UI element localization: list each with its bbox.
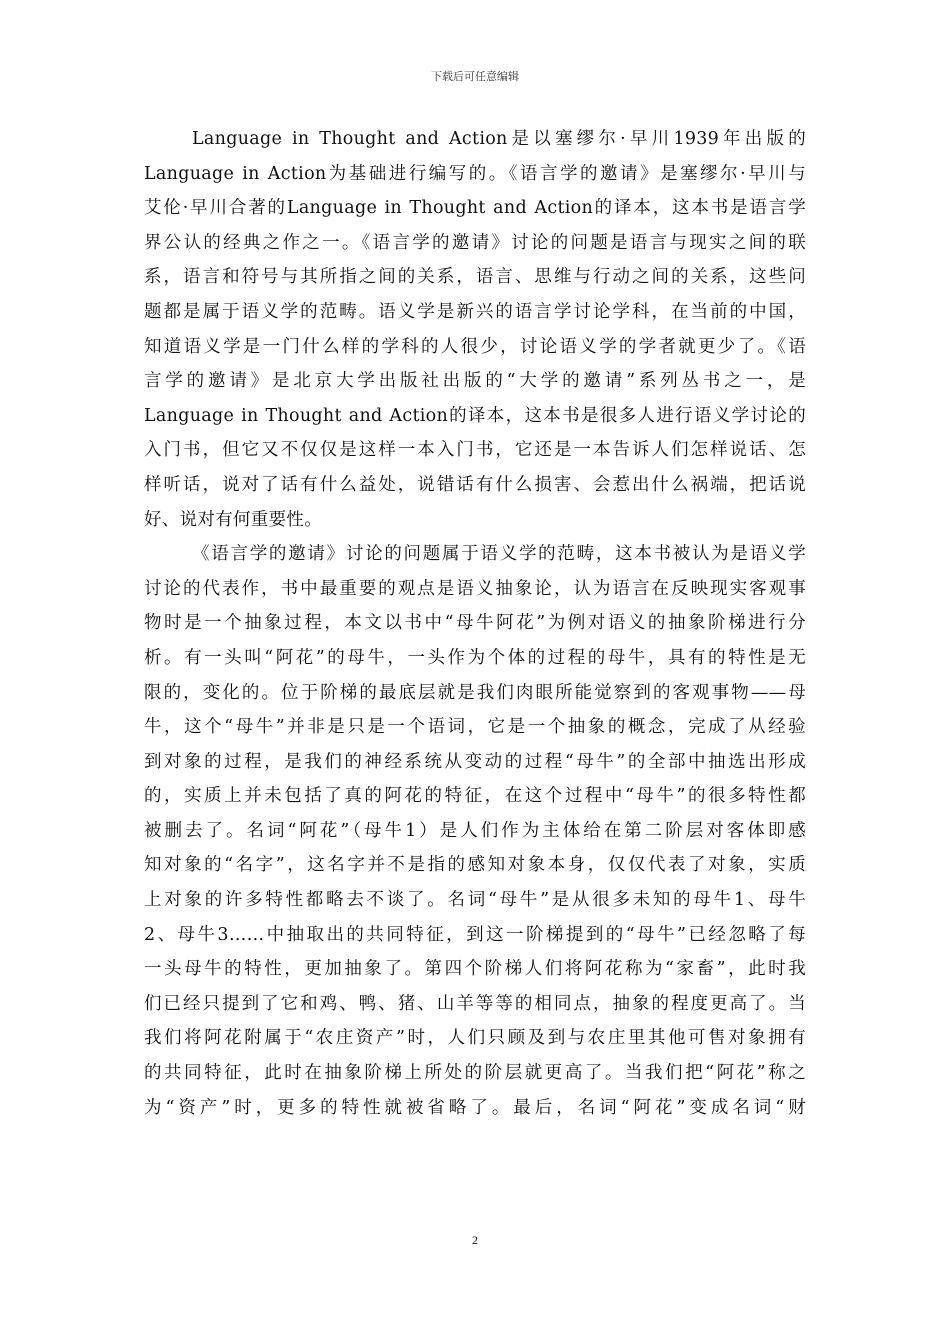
- text-line: 析。有一头叫“阿花”的母牛，一头作为个体的过程的母牛，具有的特性是无: [144, 647, 806, 668]
- text-line: 我们将阿花附属于“农庄资产”时，人们只顾及到与农庄里其他可售对象拥有: [144, 1028, 806, 1049]
- text-line: 们已经只提到了它和鸡、鸭、猪、山羊等等的相同点，抽象的程度更高了。当: [144, 993, 806, 1014]
- text-line: 知对象的“名字”，这名字并不是指的感知对象本身，仅仅代表了对象，实质: [144, 855, 806, 876]
- text-line: 讨论的代表作，书中最重要的观点是语义抽象论，认为语言在反映现实客观事: [144, 578, 806, 599]
- page-number: [0, 1233, 950, 1248]
- text-line: 的，实质上并未包括了真的阿花的特征，在这个过程中“母牛”的很多特性都: [144, 786, 806, 807]
- text-line: Language in Thought and Action是以塞缪尔·早川1939年出版的: [192, 129, 806, 149]
- text-line: 2、母牛3……中抽取出的共同特征，到这一阶梯提到的“母牛”已经忽略了每: [144, 924, 806, 945]
- text-line: Language in Thought and Action的译本，这本书是很多人进行语义学讨论的: [144, 405, 806, 426]
- text-line: 界公认的经典之作之一。《语言学的邀请》讨论的问题是语言与现实之间的联: [144, 232, 806, 253]
- text-line: 知道语义学是一门什么样的学科的人很少，讨论语义学的学者就更少了。《语: [144, 336, 806, 357]
- text-line: 系，语言和符号与其所指之间的关系，语言、思维与行动之间的关系，这些问: [144, 267, 806, 288]
- text-line: 牛，这个“母牛”并非是只是一个语词，它是一个抽象的概念，完成了从经验: [144, 717, 806, 738]
- text-line: 言学的邀请》是北京大学出版社出版的“大学的邀请”系列丛书之一，是: [144, 371, 806, 392]
- text-line: 到对象的过程，是我们的神经系统从变动的过程“母牛”的全部中抽选出形成: [144, 751, 806, 772]
- text-line: 的共同特征，此时在抽象阶梯上所处的阶层就更高了。当我们把“阿花”称之: [144, 1063, 806, 1084]
- document-body: [144, 122, 806, 1125]
- page-number-text: 2: [472, 1233, 478, 1247]
- text-line: 题都是属于语义学的范畴。语义学是新兴的语言学讨论学科，在当前的中国，: [144, 301, 806, 322]
- text-line: 一头母牛的特性，更加抽象了。第四个阶梯人们将阿花称为“家畜”，此时我: [144, 959, 806, 980]
- text-line: 艾伦·早川合著的Language in Thought and Action的译本，这本书是语言学: [144, 198, 806, 219]
- text-line: 入门书，但它又不仅仅是这样一本入门书，它还是一本告诉人们怎样说话、怎: [144, 440, 806, 461]
- text-line: 样听话，说对了话有什么益处，说错话有什么损害、会惹出什么祸端，把话说: [144, 474, 806, 495]
- text-line: 好、说对有何重要性。: [144, 509, 322, 530]
- text-line: 为“资产”时，更多的特性就被省略了。最后，名词“阿花”变成名词“财: [144, 1097, 806, 1118]
- text-line: 限的，变化的。位于阶梯的最底层就是我们肉眼所能觉察到的客观事物——母: [144, 682, 806, 703]
- header-text: 下载后可任意编辑: [431, 70, 519, 83]
- paragraph-2: [144, 537, 806, 1125]
- text-line: 《语言学的邀请》讨论的问题属于语义学的范畴，这本书被认为是语义学: [192, 544, 806, 565]
- text-line: 上对象的许多特性都略去不谈了。名词“母牛”是从很多未知的母牛1、母牛: [144, 890, 806, 911]
- text-line: 物时是一个抽象过程，本文以书中“母牛阿花”为例对语义的抽象阶梯进行分: [144, 613, 806, 634]
- text-line: 被删去了。名词“阿花”（母牛1）是人们作为主体给在第二阶层对客体即感: [144, 820, 806, 841]
- page-header: [0, 68, 950, 84]
- text-line: Language in Action为基础进行编写的。《语言学的邀请》是塞缪尔·早川与: [144, 163, 806, 184]
- paragraph-1: [144, 122, 806, 537]
